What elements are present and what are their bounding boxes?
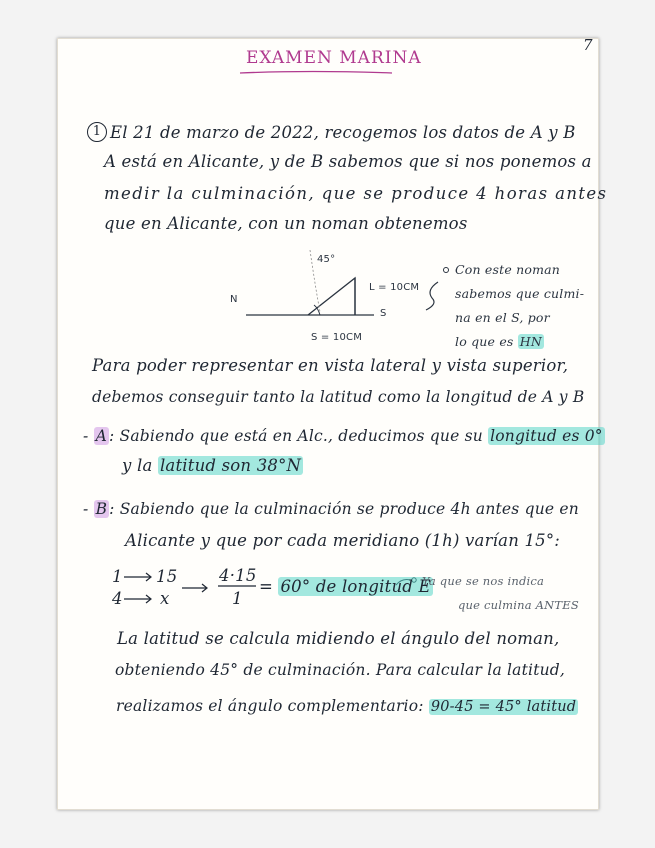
- a-text-2: y la: [122, 456, 153, 475]
- rule-r2b: x: [160, 589, 170, 608]
- para2-line-1: Para poder representar en vista lateral y vista superior,: [92, 356, 569, 375]
- intro-line-4: que en Alicante, con un noman obtenemos: [104, 214, 468, 233]
- side-note-line-3: na en el S, por: [455, 310, 550, 325]
- diagram-north: N: [230, 294, 238, 305]
- a-label: A: [95, 427, 107, 445]
- a-longitude-highlight: longitud es 0°: [490, 427, 603, 445]
- rule-note-2: que culmina ANTES: [458, 598, 579, 612]
- b-line-2: Alicante y que por cada meridiano (1h) varían 15°:: [125, 531, 561, 550]
- para3-text-3: realizamos el ángulo complementario:: [116, 697, 424, 715]
- rule-r2a: 4: [112, 589, 123, 608]
- exercise-number: 1: [87, 122, 107, 142]
- a-text-1: : Sabiendo que está en Alc., deducimos que su: [108, 427, 483, 445]
- side-note-highlight: HN: [519, 334, 542, 349]
- diagram-base-label: S = 10CM: [311, 332, 363, 343]
- b-text-1: : Sabiendo que la culminación se produce 4h antes que en: [109, 500, 579, 518]
- intro-line-2: A está en Alicante, y de B sabemos que si nos ponemos a: [104, 152, 592, 171]
- rule-r1a: 1: [112, 567, 123, 586]
- para2-line-2: debemos conseguir tanto la latitud como la longitud de A y B: [92, 388, 585, 406]
- rule-result-highlight: 60° de longitud E: [280, 577, 431, 596]
- side-note-line-1: Con este noman: [455, 262, 561, 277]
- para3-line-3: [116, 697, 578, 715]
- side-note-line-2: sabemos que culmi-: [455, 286, 585, 301]
- side-note-text: lo que es: [455, 334, 514, 349]
- intro-line-3: medir la culminación, que se produce 4 horas antes: [104, 184, 608, 203]
- rule-frac-den: 1: [232, 589, 243, 608]
- rule-result: = 60° de longitud E: [259, 577, 431, 596]
- b-label: B: [95, 500, 108, 518]
- diagram-angle-label: 45°: [317, 254, 336, 265]
- page-title: EXAMEN MARINA: [246, 48, 422, 68]
- diagram-height-label: L = 10CM: [369, 282, 420, 293]
- rule-frac-num: 4·15: [219, 566, 257, 585]
- a-line-1: - A : Sabiendo que está en Alc., deducimos que su longitud es 0°: [83, 427, 603, 445]
- intro-line-1: El 21 de marzo de 2022, recogemos los datos de A y B: [110, 123, 576, 142]
- rule-r1b: 15: [156, 567, 178, 586]
- para3-line-2: obteniendo 45° de culminación. Para calcular la latitud,: [115, 661, 566, 679]
- diagram-south: S: [380, 308, 387, 319]
- a-latitude-highlight: latitud son 38°N: [159, 456, 302, 475]
- rule-note-1: Ya que se nos indica: [422, 574, 545, 588]
- para3-line-1: La latitud se calcula midiendo el ángulo del noman,: [117, 629, 560, 648]
- page-number: 7: [583, 36, 593, 54]
- final-result-highlight: 90-45 = 45° latitud: [430, 699, 577, 715]
- b-line-1: - B : Sabiendo que la culminación se produce 4h antes que en: [83, 500, 579, 518]
